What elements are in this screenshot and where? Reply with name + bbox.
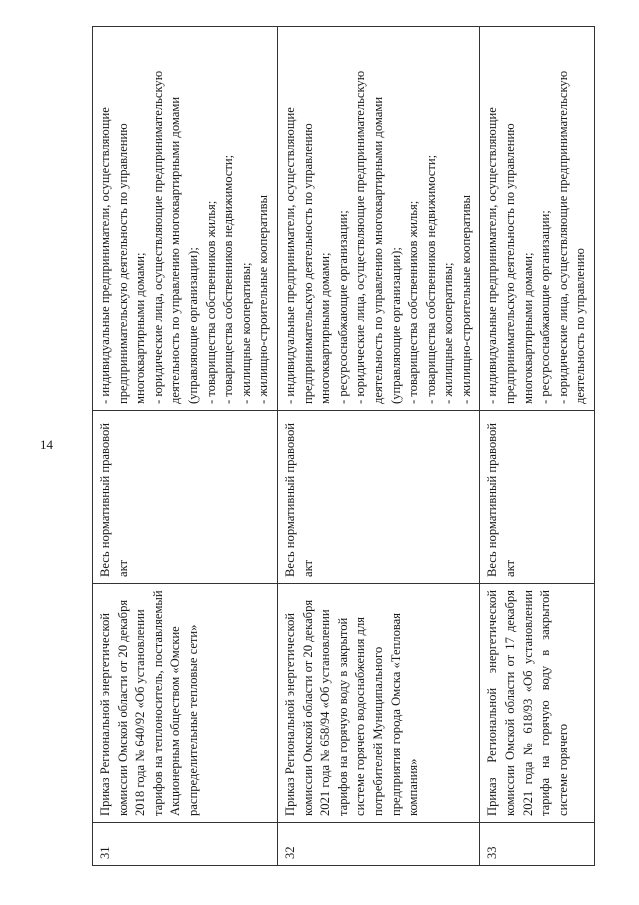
subject-item: - ресурсоснабжающие организации; — [538, 210, 553, 404]
subject-item: - юридические лица, осуществляющие предпринимательскую деятельность по управлению многоквартирными домами (управляющие организации); — [150, 70, 200, 404]
regulatory-acts-table-wrapper — [92, 26, 588, 866]
subject-item: - жилищно-строительные кооперативы — [256, 195, 271, 404]
subject-item: - жилищно-строительные кооперативы — [458, 195, 473, 404]
row-number: 32 — [277, 823, 480, 866]
affected-subjects — [480, 27, 595, 411]
table-row — [93, 27, 278, 866]
row-number: 31 — [93, 823, 278, 866]
act-scope: Весь нормативный правовой акт — [93, 411, 278, 584]
page-number: 14 — [40, 437, 53, 452]
table-row — [277, 27, 480, 866]
subject-item: - индивидуальные предприниматели, осуществляющие предпринимательскую деятельность по управлению многоквартирными домами; — [282, 107, 333, 404]
affected-subjects — [277, 27, 480, 411]
subject-item: - товарищества собственников недвижимости; — [423, 154, 438, 404]
subject-item: - индивидуальные предприниматели, осуществляющие предпринимательскую деятельность по управлению многоквартирными домами; — [485, 107, 535, 404]
affected-subjects — [93, 27, 278, 411]
table-row — [480, 27, 595, 866]
act-title: Приказ Региональной энергетической комиссии Омской области от 17 декабря 2021 года № 618/93 «Об установлении тарифа на горячую воду в закрытой системе горячего — [480, 584, 595, 823]
row-number: 33 — [480, 823, 595, 866]
subject-item: - юридические лица, осуществляющие предпринимательскую деятельность по управлению — [555, 70, 588, 404]
subject-item: - жилищные кооперативы; — [238, 262, 253, 404]
subject-item: - индивидуальные предприниматели, осуществляющие предпринимательскую деятельность по управлению многоквартирными домами; — [98, 107, 148, 404]
subject-item: - юридические лица, осуществляющие предпринимательскую деятельность по управлению многоквартирными домами (управляющие организации); — [353, 70, 403, 404]
regulatory-acts-table — [92, 26, 595, 866]
act-title: Приказ Региональной энергетической комиссии Омской области от 20 декабря 2021 года № 658/94 «Об установлении тарифов на горячую воду в закрытой системе горячего водоснабжения для потребителей Муниципального предприятия города Омска «Тепловая компания» — [277, 584, 480, 823]
act-scope: Весь нормативный правовой акт — [480, 411, 595, 584]
subject-item: - товарищества собственников недвижимости; — [221, 154, 236, 404]
subject-item: - товарищества собственников жилья; — [406, 200, 421, 404]
act-title: Приказ Региональной энергетической комиссии Омской области от 20 декабря 2018 года № 640/92 «Об установлении тарифов на теплоноситель, поставляемый Акционерным обществом «Омские распределительные тепловые сети» — [93, 584, 278, 823]
subject-item: - ресурсоснабжающие организации; — [335, 210, 350, 404]
subject-item: - товарищества собственников жилья; — [203, 200, 218, 404]
act-scope: Весь нормативный правовой акт — [277, 411, 480, 584]
subject-item: - жилищные кооперативы; — [441, 262, 456, 404]
